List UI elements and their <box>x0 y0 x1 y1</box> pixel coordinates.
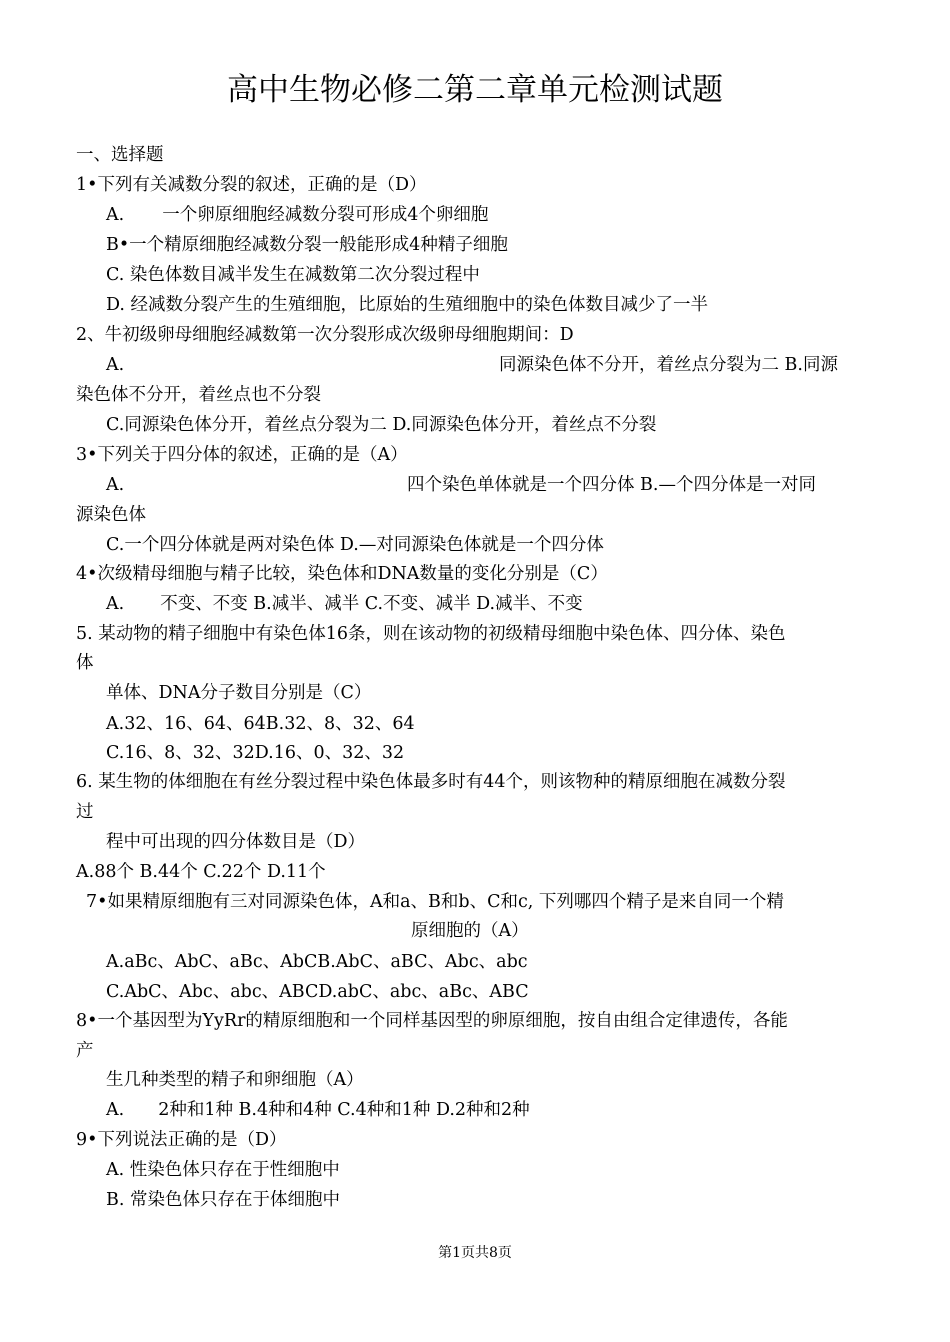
question-2-option-label: A. <box>106 355 125 375</box>
question-9-stem: 9•下列说法正确的是（D） <box>76 1130 287 1150</box>
question-5-options-cd: C.16、8、32、32D.16、0、32、32 <box>106 743 405 763</box>
question-1-option-b: B•一个精原细胞经减数分裂一般能形成4种精子细胞 <box>106 235 508 255</box>
question-3-options-cd: C.一个四分体就是两对染色体 D.—对同源染色体就是一个四分体 <box>106 535 604 555</box>
question-1-option-a <box>106 204 488 226</box>
question-5-stem-wrap: 体 <box>76 653 94 673</box>
option-text: 不变、不变 B.减半、减半 C.不变、减半 D.减半、不变 <box>160 594 583 614</box>
question-3-stem: 3•下列关于四分体的叙述，正确的是（A） <box>76 445 408 465</box>
question-8-stem-cont: 生几种类型的精子和卵细胞（A） <box>106 1070 364 1090</box>
question-8-stem: 8•一个基因型为YyRr的精原细胞和一个同样基因型的卵原细胞，按自由组合定律遗传，各能 <box>76 1011 788 1031</box>
question-4-stem: 4•次级精母细胞与精子比较，染色体和DNA数量的变化分别是（C） <box>76 564 608 584</box>
option-label: A. <box>106 594 125 614</box>
question-3-option-b-cont: 源染色体 <box>76 505 146 525</box>
question-7-stem-cont: 原细胞的（A） <box>411 921 529 941</box>
question-5-options-ab: A.32、16、64、64B.32、8、32、64 <box>106 714 415 734</box>
question-9-option-b: B. 常染色体只存在于体细胞中 <box>106 1190 340 1210</box>
question-5-stem: 5. 某动物的精子细胞中有染色体16条，则在该动物的初级精母细胞中染色体、四分体、染色 <box>76 624 786 644</box>
question-6-stem: 6. 某生物的体细胞在有丝分裂过程中染色体最多时有44个，则该物种的精原细胞在减数分裂 <box>76 772 786 792</box>
option-text: 2种和1种 B.4种和4种 C.4种和1种 D.2种和2种 <box>158 1100 530 1120</box>
question-9-option-a: A. 性染色体只存在于性细胞中 <box>106 1160 340 1180</box>
section-heading: 一、选择题 <box>76 145 164 165</box>
option-label: A. <box>106 1100 125 1120</box>
question-1-option-d: D. 经减数分裂产生的生殖细胞，比原始的生殖细胞中的染色体数目减少了一半 <box>106 295 709 315</box>
question-2-option-a: 同源染色体不分开，着丝点分裂为二 B.同源 <box>499 355 838 375</box>
question-5-stem-cont: 单体、DNA分子数目分别是（C） <box>106 683 372 703</box>
option-text: 一个卵原细胞经减数分裂可形成4个卵细胞 <box>162 205 489 225</box>
question-2-stem: 2、牛初级卵母细胞经减数第一次分裂形成次级卵母细胞期间：D <box>76 325 574 345</box>
question-2-option-b-cont: 染色体不分开，着丝点也不分裂 <box>76 385 321 405</box>
question-7-options-cd: C.AbC、Abc、abc、ABCD.abC、abc、aBc、ABC <box>106 982 529 1002</box>
option-label: A. <box>106 205 125 225</box>
question-8-options <box>106 1099 530 1121</box>
page-footer: 第1页共8页 <box>438 1245 512 1261</box>
question-4-options <box>106 593 583 615</box>
question-3-option-a: 四个染色单体就是一个四分体 B.—个四分体是一对同 <box>407 475 816 495</box>
page-title: 高中生物必修二第二章单元检测试题 <box>227 72 723 108</box>
question-6-options: A.88个 B.44个 C.22个 D.11个 <box>76 862 326 882</box>
question-3-option-label: A. <box>106 475 125 495</box>
question-7-stem: 7•如果精原细胞有三对同源染色体，A和a、B和b、C和c, 下列哪四个精子是来自同一个精 <box>86 892 784 912</box>
question-6-stem-cont: 程中可出现的四分体数目是（D） <box>106 832 366 852</box>
question-1-stem: 1•下列有关减数分裂的叙述，正确的是（D） <box>76 175 427 195</box>
question-1-option-c: C. 染色体数目减半发生在减数第二次分裂过程中 <box>106 265 480 285</box>
question-8-stem-wrap: 产 <box>76 1041 94 1061</box>
question-6-stem-wrap: 过 <box>76 802 94 822</box>
question-7-options-ab: A.aBc、AbC、aBc、AbCB.AbC、aBC、Abc、abc <box>106 952 528 972</box>
question-2-options-cd: C.同源染色体分开，着丝点分裂为二 D.同源染色体分开，着丝点不分裂 <box>106 415 657 435</box>
